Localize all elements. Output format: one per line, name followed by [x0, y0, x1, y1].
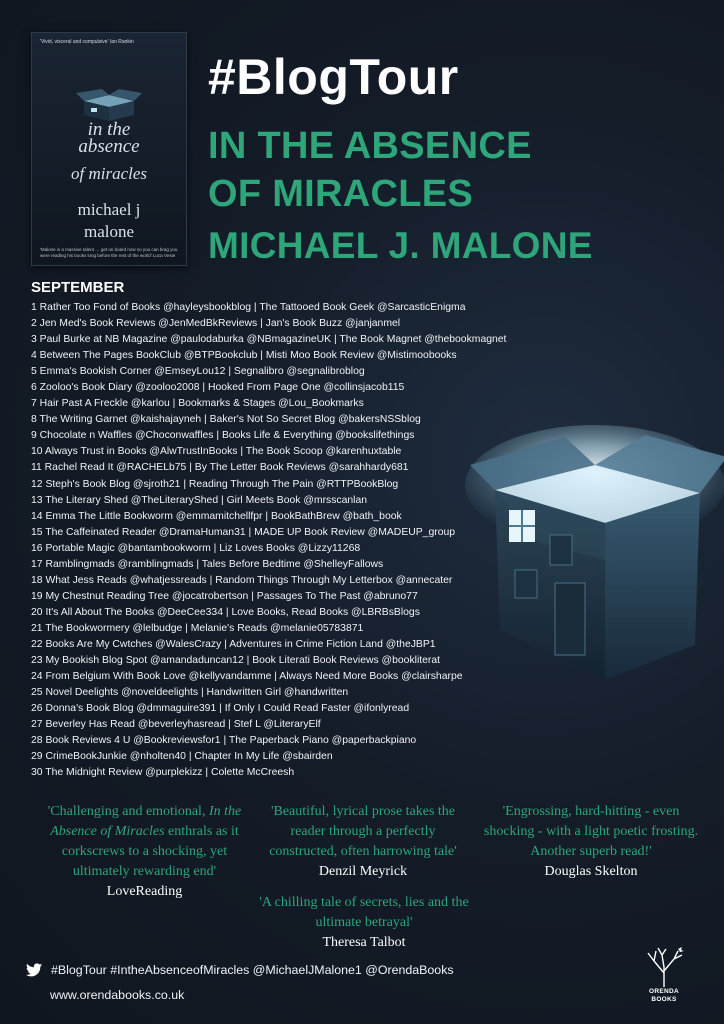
- schedule-row: 11 Rachel Read It @RACHELb75 | By The Letter Book Reviews @sarahhardy681: [31, 462, 409, 474]
- schedule-row: 3 Paul Burke at NB Magazine @paulodaburka @NBmagazineUK | The Book Magnet @thebookmagnet: [31, 334, 507, 346]
- schedule-row: 27 Beverley Has Read @beverleyhasread | Stef L @LiteraryElf: [31, 719, 321, 731]
- schedule-row: 10 Always Trust in Books @AlwTrustInBooks | The Book Scoop @karenhuxtable: [31, 446, 402, 458]
- schedule-row: 16 Portable Magic @bantambookworm | Liz Loves Books @Lizzy11268: [31, 542, 361, 554]
- quote-source: Theresa Talbot: [322, 935, 406, 950]
- schedule-row: 23 My Bookish Blog Spot @amandaduncan12 | Book Literati Book Reviews @bookliterat: [31, 655, 441, 667]
- tour-schedule: [31, 300, 511, 781]
- cover-title-line1: in the: [87, 119, 131, 140]
- month-heading: SEPTEMBER: [31, 279, 125, 296]
- book-title-line2: OF MIRACLES: [208, 173, 474, 215]
- twitter-icon: [26, 963, 42, 977]
- quote-douglas-skelton: 'Engrossing, hard-hitting - even shocking - with a light poetic frosting. Another superb read!' Douglas Skelton: [482, 802, 700, 882]
- schedule-row: 13 The Literary Shed @TheLiteraryShed | Girl Meets Book @mrsscanlan: [31, 494, 368, 506]
- schedule-row: 25 Novel Deelights @noveldeelights | Handwritten Girl @handwritten: [31, 687, 349, 699]
- schedule-row: 7 Hair Past A Freckle @karlou | Bookmarks & Stages @Lou_Bookmarks: [31, 398, 364, 410]
- cover-title-line3: of miracles: [70, 164, 148, 183]
- quote-lovereading: 'Challenging and emotional, In the Absence of Miracles enthrals as it corkscrews to a shocking, yet ultimately rewarding end' LoveReading: [37, 802, 252, 902]
- schedule-row: 6 Zooloo's Book Diary @zooloo2008 | Hooked From Page One @collinsjacob115: [31, 382, 405, 394]
- schedule-row: 15 The Caffeinated Reader @DramaHuman31 | MADE UP Book Review @MADEUP_group: [31, 526, 456, 538]
- schedule-row: 20 It's All About The Books @DeeCee334 | Love Books, Read Books @LBRBsBlogs: [31, 606, 420, 618]
- footer-website[interactable]: www.orendabooks.co.uk: [50, 988, 185, 1002]
- schedule-row: 18 What Jess Reads @whatjessreads | Random Things Through My Letterbox @annecater: [31, 574, 453, 586]
- schedule-row: 22 Books Are My Cwtches @WalesCrazy | Adventures in Crime Fiction Land @theJBP1: [31, 638, 436, 650]
- quote-source: LoveReading: [106, 884, 183, 899]
- cover-author-line1: michael j: [77, 200, 141, 219]
- quote-theresa-talbot: 'A chilling tale of secrets, lies and the ultimate betrayal' Theresa Talbot: [255, 893, 473, 953]
- schedule-row: 28 Book Reviews 4 U @Bookreviewsfor1 | The Paperback Piano @paperbackpiano: [31, 735, 417, 747]
- book-cover: [31, 32, 187, 266]
- schedule-row: 17 Ramblingmads @ramblingmads | Tales Before Bedtime @ShelleyFallows: [31, 558, 384, 570]
- schedule-row: 4 Between The Pages BookClub @BTPBookclub | Misti Moo Book Review @Mistimoobooks: [31, 350, 457, 362]
- schedule-row: 26 Donna's Book Blog @dmmaguire391 | If Only I Could Read Faster @ifonlyread: [31, 703, 410, 715]
- book-title-line1: IN THE ABSENCE: [208, 125, 532, 167]
- orenda-logo-text: ORENDA BOOKS: [649, 988, 679, 1003]
- cover-quote: 'Vivid, visceral and compulsive' Ian Rankin: [40, 39, 134, 45]
- schedule-row: 14 Emma The Little Bookworm @emmamitchellfpr | BookBathBrew @bath_book: [31, 510, 402, 522]
- cover-box-illustration: [74, 87, 144, 123]
- schedule-row: 5 Emma's Bookish Corner @EmseyLou12 | Segnalibro @segnalibroblog: [31, 366, 365, 378]
- footer-hashtags-row: [26, 963, 454, 977]
- quote-denzil-meyrick: 'Beautiful, lyrical prose takes the reader through a perfectly constructed, often harrowing tale' Denzil Meyrick: [258, 802, 468, 882]
- cover-title-line2: absence: [78, 136, 140, 157]
- schedule-row: 24 From Belgium With Book Love @kellyvandamme | Always Need More Books @clairsharpe: [31, 671, 463, 683]
- schedule-row: 21 The Bookwormery @lelbudge | Melanie's Reads @melanie05783871: [31, 622, 364, 634]
- schedule-row: 30 The Midnight Review @purplekizz | Colette McCreesh: [31, 767, 295, 779]
- orenda-books-logo: [638, 945, 690, 1009]
- schedule-row: 12 Steph's Book Blog @sjroth21 | Reading Through The Pain @RTTPBookBlog: [31, 478, 399, 490]
- author-name: MICHAEL J. MALONE: [208, 225, 593, 266]
- schedule-row: 2 Jen Med's Book Reviews @JenMedBkReviews | Jan's Book Buzz @janjanmel: [31, 318, 401, 330]
- schedule-row: 8 The Writing Garnet @kaishajayneh | Baker's Not So Secret Blog @bakersNSSblog: [31, 414, 421, 426]
- glowing-box-illustration: [455, 415, 724, 695]
- footer-hashtags: #BlogTour #IntheAbsenceofMiracles @MichaelJMalone1 @OrendaBooks: [51, 963, 454, 977]
- tree-icon: [638, 945, 690, 989]
- quote-source: Denzil Meyrick: [318, 864, 408, 879]
- cover-footer-quote: 'Malone is a massive talent … get on board now so you can brag you were reading his books long before the rest of the world' Luca Veste: [40, 247, 178, 258]
- schedule-row: 1 Rather Too Fond of Books @hayleysbookblog | The Tattooed Book Geek @SarcasticEnigma: [31, 302, 466, 313]
- schedule-row: 9 Chocolate n Waffles @Choconwaffles | Books Life & Everything @bookslifethings: [31, 430, 415, 442]
- quote-source: Douglas Skelton: [544, 864, 638, 879]
- schedule-row: 19 My Chestnut Reading Tree @jocatrobertson | Passages To The Past @abruno77: [31, 590, 418, 602]
- cover-author-line2: malone: [83, 222, 135, 241]
- schedule-row: 29 CrimeBookJunkie @nholten40 | Chapter In My Life @sbairden: [31, 751, 333, 763]
- blogtour-hashtag: #BlogTour: [208, 49, 459, 105]
